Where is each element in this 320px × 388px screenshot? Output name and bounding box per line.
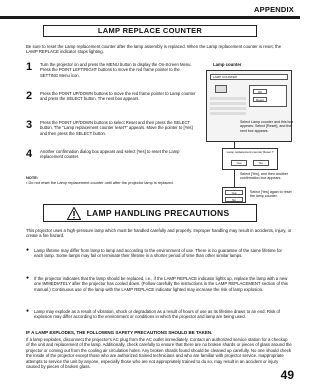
yes-button-2[interactable]: Yes xyxy=(225,190,243,195)
menu-bar: LAMP COUNTER xyxy=(210,74,288,80)
step-number: 3 xyxy=(26,119,33,131)
bullet-icon: ● xyxy=(26,247,30,253)
step-number: 4 xyxy=(26,148,33,160)
precaution-item xyxy=(26,248,292,259)
header-title: APPENDIX xyxy=(254,5,294,14)
precaution-text: If the projector indicates that the lamp should be replaced, i.e., if the LAMP REPLACE indicator lights up, replace the lamp with a new one IMMEDIATELY after the projector has cooled down. (Follow carefully the instructions in the LAMP REPLACEMENT section of this manual.) Continuous use of the lamp with the LAMP REPLACE indicator lighted may increase the risk of lamp explosion. xyxy=(34,276,288,292)
reset-button[interactable]: Reset xyxy=(253,97,267,102)
step-text: Press the POINT UP/DOWN buttons to select Reset and then press the SELECT button. The "Lamp replacement counter reset?" appears. Move the pointer to [Yes] and then press the SELECT button. xyxy=(40,120,193,136)
menu-row xyxy=(210,112,246,115)
step-2 xyxy=(26,89,201,118)
second-confirm-dialog xyxy=(222,187,246,203)
precaution-item xyxy=(26,276,292,292)
precaution-text: Lamp lifetime may differ from lamp to lamp and according to the environment of use. There is no guarantee of the same lifetime for each lamp. Some lamps may fail or terminate their lifetime in a shorter period of time than other similar lamps. xyxy=(34,248,282,259)
bullet-icon: ● xyxy=(26,308,30,314)
step-text: Turn the projector on and press the MENU button to display the On-Screen Menu. Press the POINT LEFT/RIGHT buttons to move the red frame pointer to the SETTING Menu icon. xyxy=(40,62,192,78)
note-text: • Do not reset the Lamp replacement counter until after the projector lamp is replaced. xyxy=(26,179,174,185)
precaution-text: Lamp may explode as a result of vibration, shock or degradation as a result of hours of use as its lifetime draws to an end. Risk of explosion may differ according to the environment or conditions in which the projector and lamp are being used. xyxy=(34,309,281,320)
caution-text: If a lamp explodes, disconnect the projector's AC plug from the AC outlet immediately. Contact an authorized service station for a checkup of the unit and replacement of the lamp. Additionally, check carefully to ensure that there are no broken shards or pieces of glass around the projector or coming out from the cooling air circulation holes. Any broken shards found should be cleaned up carefully. No one should check the inside of the projector except those who are authorized trained technicians and who are familiar with projector service. Inappropriate attempts to service the unit by anyone, especially those who are not appropriately trained to do so, may result in an accident or injury caused by pieces of broken glass. xyxy=(26,337,292,370)
ok-button[interactable]: OK xyxy=(253,89,267,94)
page-number: 49 xyxy=(280,368,294,382)
arrow-connector xyxy=(234,142,235,148)
lamp-counter-box xyxy=(249,85,287,107)
step-list xyxy=(26,60,201,176)
dialog-title: Lamp replacement counter Reset ? xyxy=(226,150,274,154)
step-text: Another confirmation dialog box appears and select [Yes] to reset the Lamp replacement counter. xyxy=(40,149,180,160)
caption-select-yes-again: Select [Yes] again to reset the lamp counter. xyxy=(250,190,292,199)
section-intro: Be sure to reset the Lamp replacement counter after the lamp assembly is replaced. When the Lamp replacement counter is reset, the LAMP REPLACE indicator stops lighting. xyxy=(26,44,282,55)
step-number: 2 xyxy=(26,90,33,102)
section-title-lamp-handling: LAMP HANDLING PRECAUTIONS xyxy=(43,204,257,222)
handling-intro: This projector uses a high-pressure lamp which must be handled carefully and properly. Improper handling may result in accidents, injury, or create a fire hazard. xyxy=(26,228,292,239)
reset-confirm-dialog xyxy=(222,148,278,170)
menu-row xyxy=(210,102,246,105)
caution-heading: IF A LAMP EXPLODES, THE FOLLOWING SAFETY PRECAUTIONS SHOULD BE TAKEN. xyxy=(26,330,213,335)
step-4 xyxy=(26,147,201,176)
menu-row xyxy=(210,97,246,100)
arrow-connector xyxy=(234,170,235,187)
bullet-icon: ● xyxy=(26,275,30,281)
precaution-item xyxy=(26,309,292,320)
step-3 xyxy=(26,118,201,147)
caption-select-yes: Select [Yes], and then another confirmation box appears. xyxy=(240,172,289,181)
step-text: Press the POINT UP/DOWN buttons to move the red frame pointer to Lamp counter and press the SELECT button. The next box appears. xyxy=(40,91,196,102)
yes-button[interactable]: Yes xyxy=(231,160,247,166)
caption-select-lamp-counter: Select Lamp counter and this box appears. Select [Reset], and the next box appears. xyxy=(240,120,294,133)
no-button-2[interactable]: No xyxy=(225,197,243,202)
warning-icon xyxy=(67,207,81,220)
menu-row xyxy=(210,107,246,110)
page-header xyxy=(0,0,300,19)
step-number: 1 xyxy=(26,61,33,73)
note xyxy=(26,176,196,186)
lamp-icon xyxy=(215,85,227,93)
note-label: NOTE: xyxy=(26,175,39,180)
lamp-counter-label: Lamp counter xyxy=(213,62,242,67)
no-button[interactable]: No xyxy=(253,160,269,166)
header-rule xyxy=(0,16,300,19)
step-1 xyxy=(26,60,201,89)
section-title-lamp-replace-counter: LAMP REPLACE COUNTER xyxy=(43,25,257,37)
